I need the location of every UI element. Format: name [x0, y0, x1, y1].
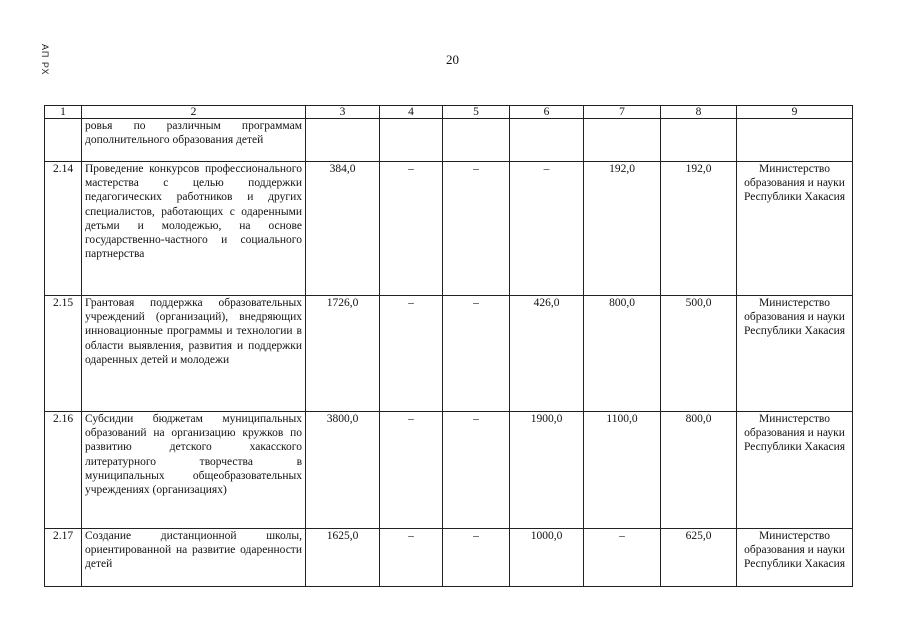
- column-header: 6: [510, 106, 584, 119]
- row-value-col4: [380, 119, 443, 162]
- table-row: [45, 162, 853, 296]
- row-executor: [737, 119, 853, 162]
- row-value-total: 1625,0: [306, 529, 380, 587]
- table-row: [45, 296, 853, 412]
- row-value-col6: 1000,0: [510, 529, 584, 587]
- row-value-col7: 192,0: [584, 162, 661, 296]
- row-value-col7: 1100,0: [584, 412, 661, 529]
- row-executor: Министерство образования и науки Республики Хакасия: [737, 412, 853, 529]
- row-value-col5: –: [443, 296, 510, 412]
- column-header: 1: [45, 106, 82, 119]
- page-number: 20: [446, 52, 459, 67]
- row-description: ровья по различным программам дополнительного образования детей: [82, 119, 306, 162]
- table-header: [45, 106, 853, 119]
- row-value-col8: 625,0: [661, 529, 737, 587]
- header-row: [45, 106, 853, 119]
- column-header: 4: [380, 106, 443, 119]
- row-value-total: 384,0: [306, 162, 380, 296]
- row-value-col5: –: [443, 412, 510, 529]
- row-number: [45, 119, 82, 162]
- row-number: 2.16: [45, 412, 82, 529]
- row-description: Субсидии бюджетам муниципальных образований на организацию кружков по развитию детского хакасского литературного творчества в муниципальных общеобразовательных учреждениях (организациях): [82, 412, 306, 529]
- row-value-col6: 426,0: [510, 296, 584, 412]
- row-value-total: 1726,0: [306, 296, 380, 412]
- column-header: 9: [737, 106, 853, 119]
- column-header: 5: [443, 106, 510, 119]
- row-value-col5: –: [443, 529, 510, 587]
- row-number: 2.14: [45, 162, 82, 296]
- column-header: 8: [661, 106, 737, 119]
- row-value-col8: 800,0: [661, 412, 737, 529]
- row-number: 2.17: [45, 529, 82, 587]
- row-value-col5: –: [443, 162, 510, 296]
- row-value-col4: –: [380, 162, 443, 296]
- column-header: 3: [306, 106, 380, 119]
- row-value-col4: –: [380, 529, 443, 587]
- row-value-col7: 800,0: [584, 296, 661, 412]
- row-description: Проведение конкурсов профессионального мастерства с целью поддержки педагогических работников и других специалистов, работающих с одаренными детьми и молодежью, на основе государственно-частного и социального партнерства: [82, 162, 306, 296]
- row-description: Создание дистанционной школы, ориентированной на развитие одаренности детей: [82, 529, 306, 587]
- row-executor: Министерство образования и науки Республики Хакасия: [737, 162, 853, 296]
- row-value-total: 3800,0: [306, 412, 380, 529]
- row-value-col6: [510, 119, 584, 162]
- column-header: 7: [584, 106, 661, 119]
- row-number: 2.15: [45, 296, 82, 412]
- row-value-col7: [584, 119, 661, 162]
- row-value-col4: –: [380, 412, 443, 529]
- row-value-col8: 192,0: [661, 162, 737, 296]
- row-executor: Министерство образования и науки Республики Хакасия: [737, 296, 853, 412]
- archive-stamp: АП РХ: [40, 44, 50, 76]
- row-value-col6: 1900,0: [510, 412, 584, 529]
- row-value-col4: –: [380, 296, 443, 412]
- row-value-col5: [443, 119, 510, 162]
- table-row: [45, 529, 853, 587]
- row-value-col6: –: [510, 162, 584, 296]
- row-value-col8: 500,0: [661, 296, 737, 412]
- column-header: 2: [82, 106, 306, 119]
- program-table: [44, 105, 853, 587]
- row-value-total: [306, 119, 380, 162]
- row-value-col8: [661, 119, 737, 162]
- row-executor: Министерство образования и науки Республики Хакасия: [737, 529, 853, 587]
- table-row: [45, 119, 853, 162]
- row-description: Грантовая поддержка образовательных учреждений (организаций), внедряющих инновационные программы и технологии в области выявления, развития и поддержки одаренных детей и молодежи: [82, 296, 306, 412]
- table-row: [45, 412, 853, 529]
- row-value-col7: –: [584, 529, 661, 587]
